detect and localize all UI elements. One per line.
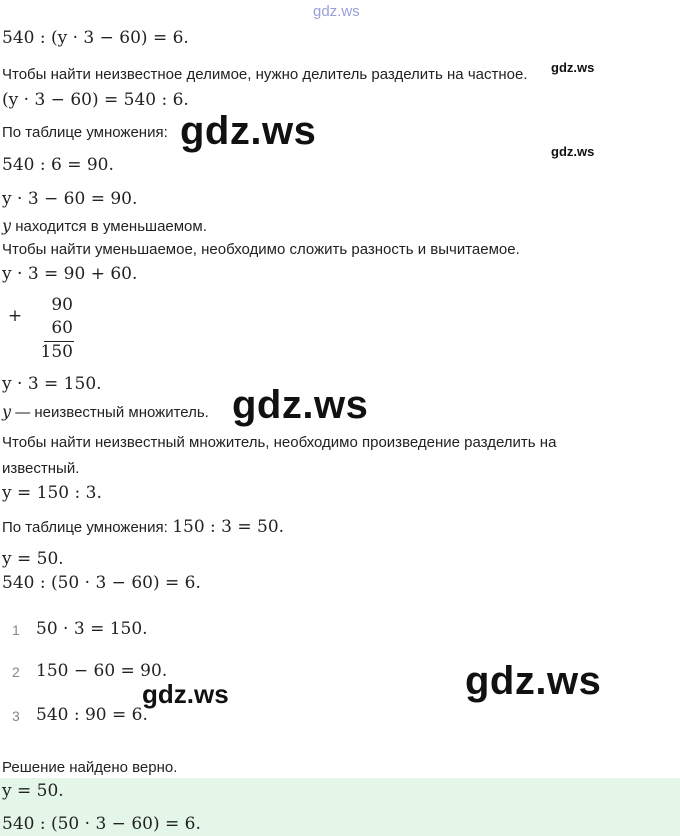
step-number: 3 xyxy=(12,708,20,724)
table-label: По таблице умножения: xyxy=(2,519,168,536)
equation-dividend: (y · 3 − 60) = 540 : 6. xyxy=(2,90,189,110)
step-number: 2 xyxy=(12,664,20,680)
step-expression: 150 − 60 = 90. xyxy=(36,661,168,681)
step-expression: 540 : 90 = 6. xyxy=(36,705,148,725)
addition-operand: 60 xyxy=(51,318,73,338)
equation-sum: y · 3 = 90 + 60. xyxy=(2,264,138,284)
equation-factor: y = 150 : 3. xyxy=(2,483,102,503)
addition-operand: 90 xyxy=(51,295,73,315)
solution-correct: Решение найдено верно. xyxy=(2,759,178,776)
watermark-large: gdz.ws xyxy=(465,659,602,703)
equation-check: 540 : (50 · 3 − 60) = 6. xyxy=(2,573,201,593)
watermark-small: gdz.ws xyxy=(551,144,595,159)
step-expression: 50 · 3 = 150. xyxy=(36,619,148,639)
watermark-large: gdz.ws xyxy=(180,109,317,153)
equation-y: y = 50. xyxy=(2,549,64,569)
rule-factor-continued: известный. xyxy=(2,460,80,477)
plus-sign: + xyxy=(7,306,23,326)
answer-line: 540 : (50 · 3 − 60) = 6. xyxy=(2,814,201,834)
step-number: 1 xyxy=(12,622,20,638)
variable-y: y xyxy=(2,402,12,421)
note-text: находится в уменьшаемом. xyxy=(11,218,207,235)
note-y-in-minuend xyxy=(2,216,207,235)
equation-division-result: 540 : 6 = 90. xyxy=(2,155,114,175)
answer-line: y = 50. xyxy=(2,781,64,801)
note-text: — неизвестный множитель. xyxy=(11,404,209,421)
equation-initial: 540 : (y · 3 − 60) = 6. xyxy=(2,28,189,48)
rule-factor: Чтобы найти неизвестный множитель, необходимо произведение разделить на xyxy=(2,434,557,451)
rule-dividend: Чтобы найти неизвестное делимое, нужно делитель разделить на частное. xyxy=(2,66,528,83)
answer-box xyxy=(0,778,680,836)
note-y-unknown-factor xyxy=(2,402,209,421)
watermark-top: gdz.ws xyxy=(313,3,360,20)
table-line xyxy=(2,517,284,537)
addition-result: 150 xyxy=(40,342,73,362)
watermark-medium: gdz.ws xyxy=(142,679,229,709)
rule-minuend: Чтобы найти уменьшаемое, необходимо сложить разность и вычитаемое. xyxy=(2,241,520,258)
table-label: По таблице умножения: xyxy=(2,124,168,141)
equation-table: 150 : 3 = 50. xyxy=(172,517,285,537)
watermark-large: gdz.ws xyxy=(232,383,369,427)
watermark-small: gdz.ws xyxy=(551,60,595,75)
variable-y: y xyxy=(2,216,12,235)
equation-product: y · 3 = 150. xyxy=(2,374,102,394)
equation-minuend: y · 3 − 60 = 90. xyxy=(2,189,138,209)
